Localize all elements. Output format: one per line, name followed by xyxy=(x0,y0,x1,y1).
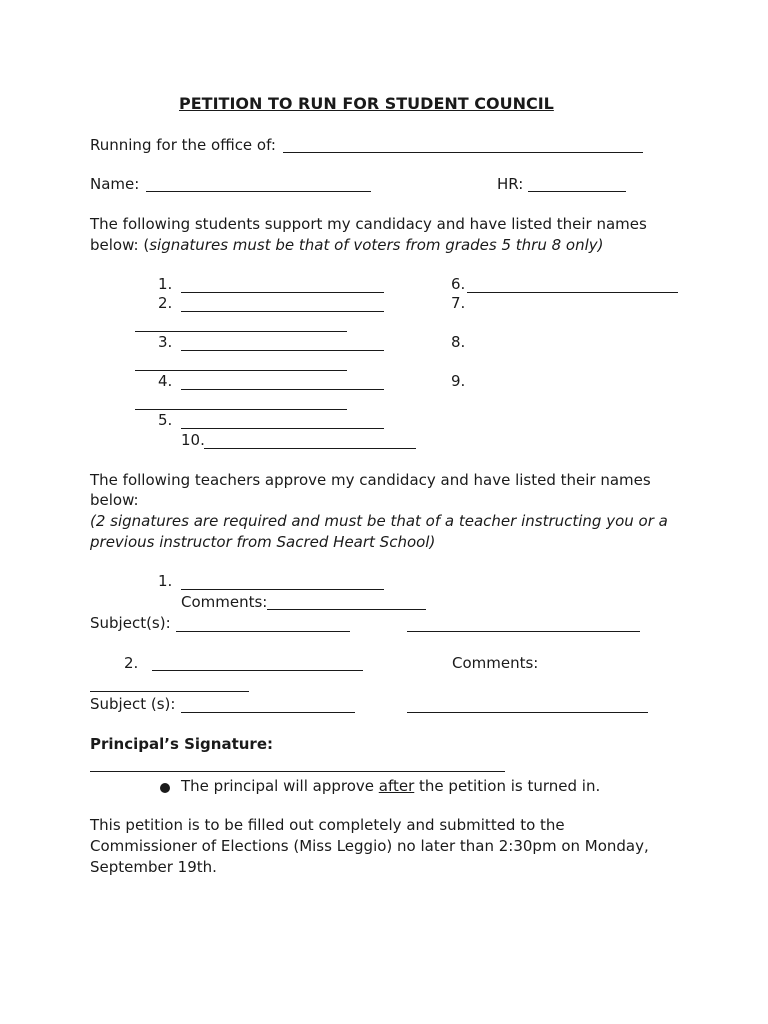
teacher-comments-line-1[interactable] xyxy=(407,631,640,632)
teacher-subject-field-2[interactable] xyxy=(181,712,355,713)
principal-note-before: The principal will approve xyxy=(181,777,379,795)
principal-note-after: the petition is turned in. xyxy=(414,777,601,795)
bullet-icon xyxy=(160,783,170,793)
teacher-subject-label-1: Subject(s): xyxy=(90,614,171,632)
principal-signature-field[interactable] xyxy=(90,771,505,772)
student-signature-2[interactable] xyxy=(181,311,384,312)
teacher-comments-line-2[interactable] xyxy=(407,712,648,713)
student-number-3: 3. xyxy=(158,333,173,351)
student-signature-10[interactable] xyxy=(204,448,416,449)
hr-field[interactable] xyxy=(528,191,626,192)
teacher-subject-label-2: Subject (s): xyxy=(90,695,176,713)
student-signature-1[interactable] xyxy=(181,292,384,293)
student-signature-5[interactable] xyxy=(181,428,384,429)
teacher-subject-field-1[interactable] xyxy=(176,631,350,632)
principal-signature-label: Principal’s Signature: xyxy=(90,735,273,753)
teacher-signature-1[interactable] xyxy=(181,589,384,590)
page-title: PETITION TO RUN FOR STUDENT COUNCIL xyxy=(179,94,554,113)
students-intro-line1: The following students support my candidacy and have listed their names xyxy=(90,215,647,233)
student-number-2: 2. xyxy=(158,294,173,312)
student-signature-extra-2[interactable] xyxy=(135,370,347,371)
teacher-comments-label-1: Comments: xyxy=(181,593,268,611)
student-signature-4[interactable] xyxy=(181,389,384,390)
students-intro-italic: signatures must be that of voters from grades 5 thru 8 only) xyxy=(149,236,604,254)
teachers-intro-line2: below: xyxy=(90,491,139,509)
teacher-number-1: 1. xyxy=(158,572,173,590)
principal-note-emphasis: after xyxy=(378,777,415,795)
teacher-number-2: 2. xyxy=(124,654,139,672)
student-number-6: 6. xyxy=(451,275,466,293)
office-label: Running for the office of: xyxy=(90,136,276,154)
name-field[interactable] xyxy=(146,191,371,192)
student-signature-extra-1[interactable] xyxy=(135,331,347,332)
students-intro-line2 xyxy=(90,238,604,253)
office-field[interactable] xyxy=(283,152,643,153)
student-signature-3[interactable] xyxy=(181,350,384,351)
teachers-note-line2: previous instructor from Sacred Heart School) xyxy=(90,533,436,551)
student-number-9: 9. xyxy=(451,372,466,390)
student-number-5: 5. xyxy=(158,411,173,429)
teacher-signature-2[interactable] xyxy=(152,670,363,671)
student-signature-6[interactable] xyxy=(467,292,678,293)
student-number-7: 7. xyxy=(451,294,466,312)
footer-line1: This petition is to be filled out completely and submitted to the xyxy=(90,816,565,834)
student-signature-extra-3[interactable] xyxy=(135,409,347,410)
teacher-comments-field-2[interactable] xyxy=(90,691,249,692)
footer-line3: September 19th. xyxy=(90,858,217,876)
teachers-intro-line1: The following teachers approve my candidacy and have listed their names xyxy=(90,471,651,489)
student-number-8: 8. xyxy=(451,333,466,351)
students-intro-prefix: below: ( xyxy=(90,236,150,254)
teachers-note-line1: (2 signatures are required and must be that of a teacher instructing you or a xyxy=(90,512,668,530)
teacher-comments-label-2: Comments: xyxy=(452,654,539,672)
principal-note xyxy=(181,779,600,794)
hr-label: HR: xyxy=(497,175,524,193)
teacher-comments-field-1[interactable] xyxy=(267,609,426,610)
student-number-4: 4. xyxy=(158,372,173,390)
footer-line2: Commissioner of Elections (Miss Leggio) no later than 2:30pm on Monday, xyxy=(90,837,649,855)
name-label: Name: xyxy=(90,175,140,193)
student-number-1: 1. xyxy=(158,275,173,293)
student-number-10: 10. xyxy=(181,431,205,449)
